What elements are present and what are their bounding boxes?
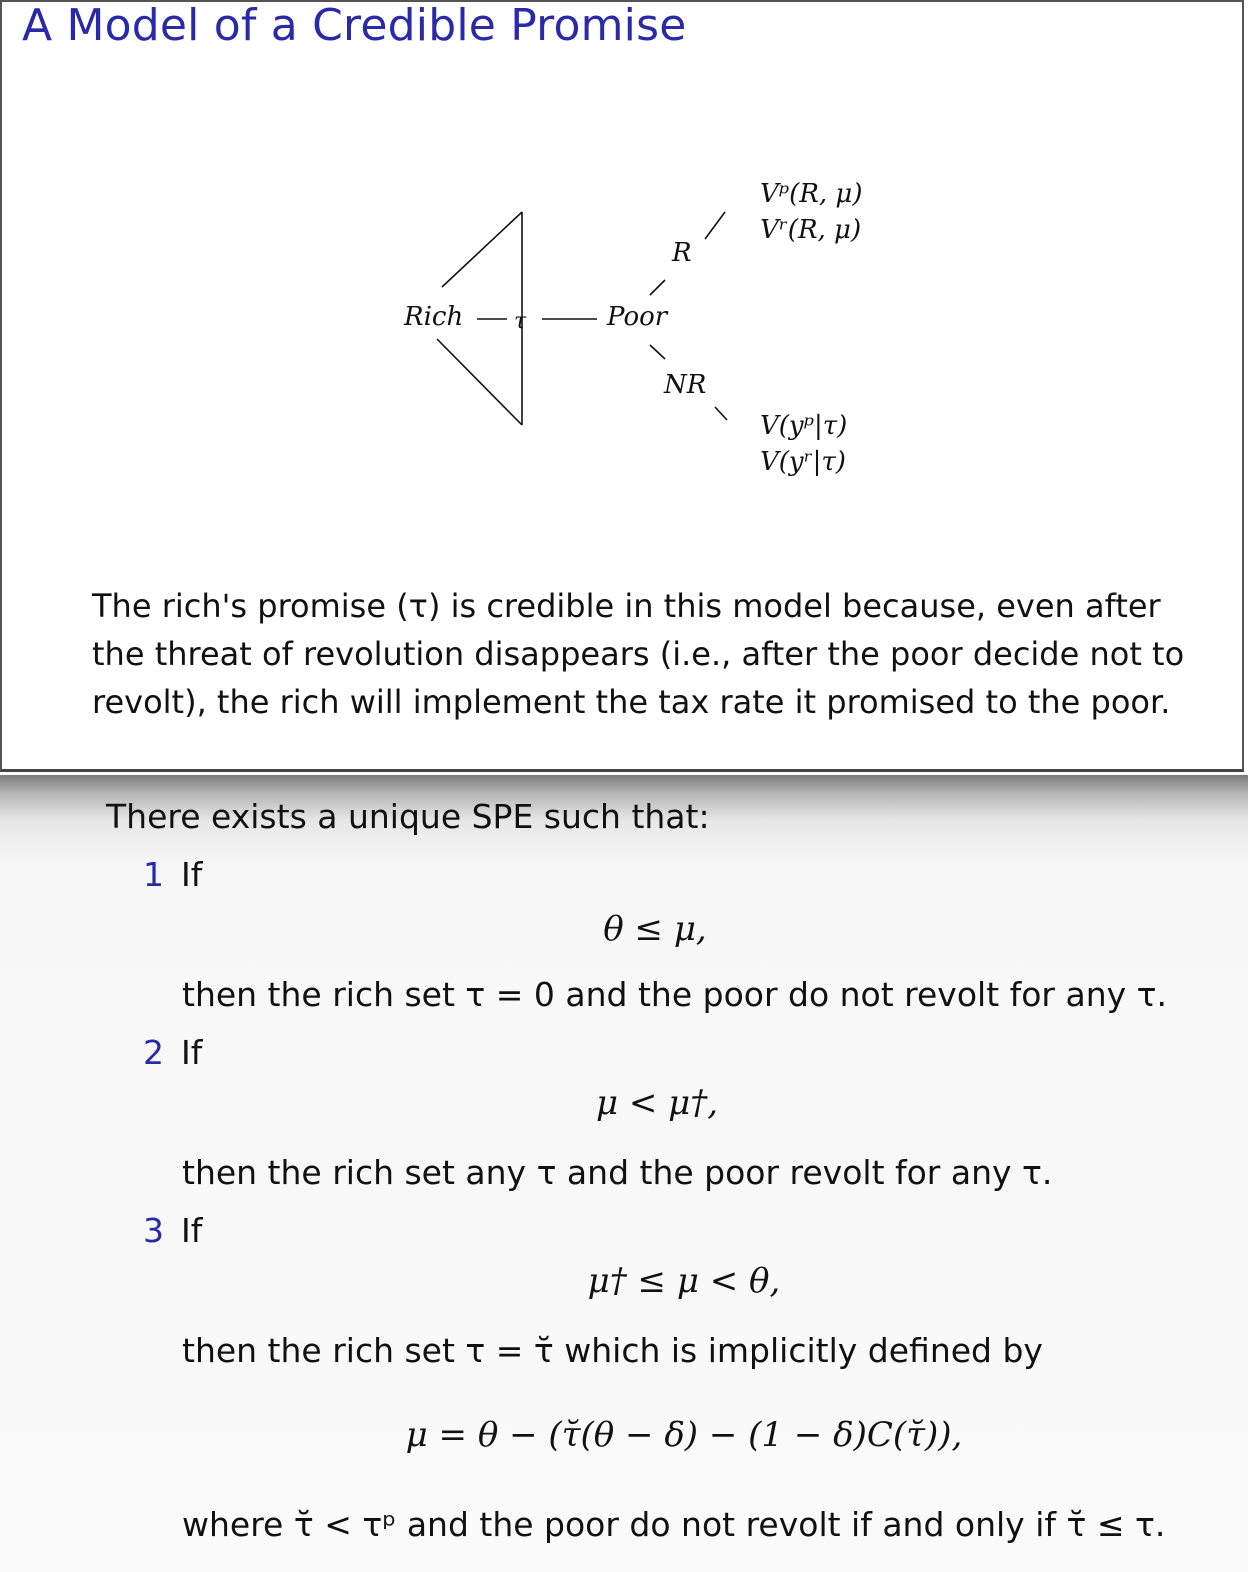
- payoff-r-bottom: Vʳ(R, μ): [760, 215, 862, 245]
- condition-3: μ† ≤ μ < θ,: [587, 1261, 781, 1301]
- node-rich-label: Rich: [404, 302, 464, 332]
- branch-nr-upper-segment: [650, 345, 665, 359]
- infoset-upper-diagonal: [442, 212, 522, 287]
- game-tree-diagram: [382, 167, 942, 487]
- payoff-nr-top: V(yᵖ|τ): [760, 411, 848, 441]
- edge-tau-label: τ: [514, 309, 527, 334]
- node-poor-label: Poor: [607, 302, 668, 332]
- slide-upper-panel: [0, 0, 1244, 772]
- where-clause: where τ̆ < τᵖ and the poor do not revolt if and only if τ̆ ≤ τ.: [182, 1505, 1166, 1544]
- enum-number: 3: [143, 1211, 164, 1250]
- enum-item-1: [143, 855, 202, 894]
- payoff-nr-bottom: V(yʳ|τ): [760, 447, 846, 477]
- theorem-lead: There exists a unique SPE such that:: [106, 797, 710, 836]
- enum-if: If: [181, 1033, 203, 1072]
- branch-nr-lower-segment: [715, 407, 727, 420]
- enum-number: 1: [143, 855, 164, 894]
- implicit-equation: μ = θ − (τ̆(θ − δ) − (1 − δ)C(τ̆)),: [405, 1415, 963, 1455]
- slide-title: A Model of a Credible Promise: [22, 0, 687, 51]
- slide-lower-panel: [0, 775, 1248, 1572]
- condition-2: μ < μ†,: [595, 1083, 719, 1123]
- conclusion-2: then the rich set any τ and the poor revolt for any τ.: [182, 1153, 1053, 1192]
- enum-item-2: [143, 1033, 202, 1072]
- branch-r-label: R: [672, 238, 692, 268]
- conclusion-1: then the rich set τ = 0 and the poor do not revolt for any τ.: [182, 975, 1168, 1014]
- enum-number: 2: [143, 1033, 164, 1072]
- payoff-r-top: Vᵖ(R, μ): [760, 179, 863, 209]
- branch-r-lower-segment: [650, 280, 665, 295]
- branch-nr-label: NR: [664, 370, 707, 400]
- condition-1: θ ≤ μ,: [603, 909, 707, 949]
- enum-if: If: [181, 1211, 203, 1250]
- branch-r-upper-segment: [705, 212, 725, 239]
- enum-if: If: [181, 855, 203, 894]
- infoset-lower-diagonal: [437, 339, 522, 425]
- credibility-paragraph: The rich's promise (τ) is credible in this model because, even after the threat of revolution disappears (i.e., after the poor decide not to revolt), the rich will implement the tax rate it promised to the poor.: [92, 587, 1185, 721]
- conclusion-3: then the rich set τ = τ̆ which is implicitly defined by: [182, 1331, 1043, 1370]
- enum-item-3: [143, 1211, 202, 1250]
